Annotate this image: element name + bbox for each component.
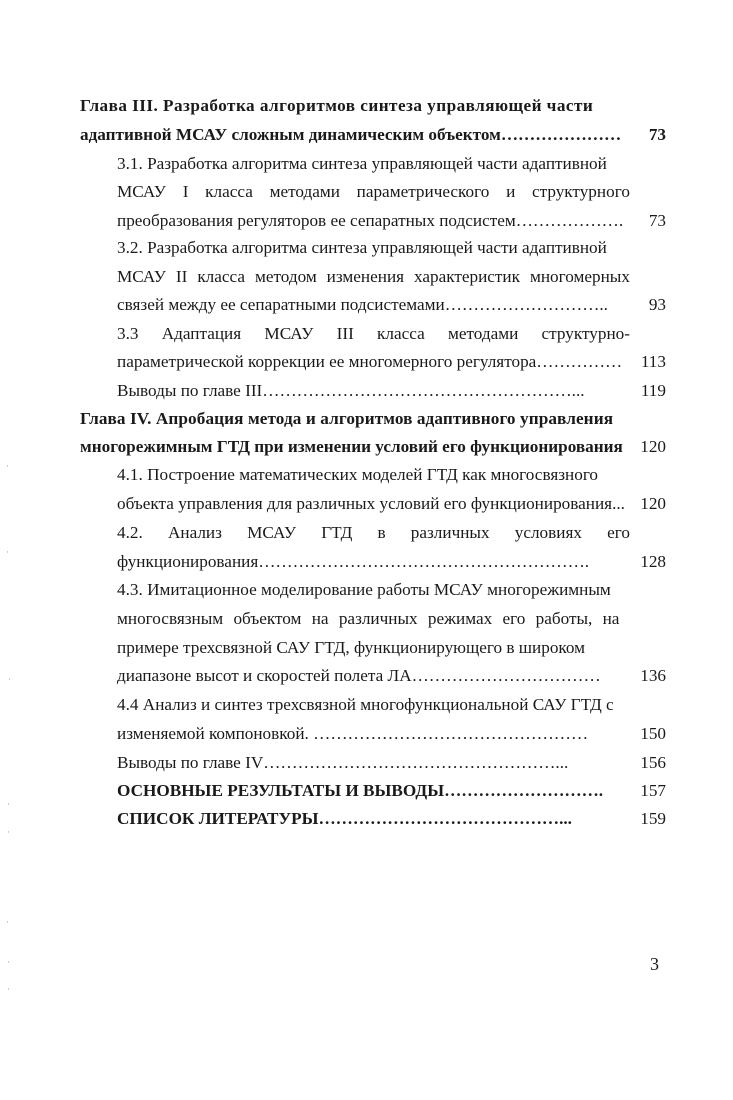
toc-word: различных [410, 523, 490, 542]
scan-speck: · [8, 674, 11, 684]
toc-word: класса [205, 182, 253, 201]
toc-word: 4.2. [117, 523, 143, 542]
toc-word: условиях [514, 523, 582, 542]
toc-line-justified [117, 322, 630, 346]
toc-page-number: 113 [640, 352, 666, 371]
scan-speck: · [6, 461, 9, 471]
toc-line-text: СПИСОК ЛИТЕРАТУРЫ……………………………………... [117, 809, 572, 828]
toc-line-text: Выводы по главе IV……………………………………………... [117, 753, 569, 772]
toc-line-text: 3.2. Разработка алгоритма синтеза управляющей части адаптивной [117, 238, 607, 257]
toc-word: методом [254, 267, 317, 286]
toc-page-number: 73 [648, 211, 666, 230]
toc-line-text: Глава III. Разработка алгоритмов синтеза управляющей части [80, 96, 594, 115]
scan-speck: · [7, 827, 10, 837]
toc-line-text: объекта управления для различных условий его функционирования... [117, 494, 625, 513]
toc-line-text: изменяемой компоновкой. ………………………………………… [117, 724, 589, 743]
toc-word: в [377, 523, 386, 542]
toc-page-number: 73 [648, 125, 666, 144]
toc-line-justified [117, 180, 630, 204]
toc-page-number: 128 [640, 552, 666, 571]
toc-word: многомерных [529, 267, 630, 286]
toc-line-justified [117, 521, 630, 545]
toc-line-text: 3.1. Разработка алгоритма синтеза управляющей части адаптивной [117, 154, 607, 173]
toc-line-text: 4.4 Анализ и синтез трехсвязной многофункциональной САУ ГТД с [117, 695, 614, 714]
toc-word: характеристик [414, 267, 520, 286]
toc-word: методами [269, 182, 340, 201]
toc-word: МСАУ [117, 182, 166, 201]
toc-word: методами [447, 324, 519, 343]
toc-line-text: примере трехсвязной САУ ГТД, функционирующего в широком [117, 638, 586, 657]
toc-page-number: 120 [640, 494, 666, 513]
toc-word: его [607, 523, 630, 542]
toc-page-number: 159 [640, 809, 666, 828]
scan-speck: · [7, 799, 10, 809]
toc-word: МСАУ [247, 523, 297, 542]
toc-line-text: связей между ее сепаратными подсистемами……………………….. [117, 295, 608, 314]
toc-line-text: 4.3. Имитационное моделирование работы МСАУ многорежимным [117, 580, 611, 599]
scan-speck: · [7, 957, 10, 967]
toc-line-text: параметрической коррекции ее многомерного регулятора…………… [117, 352, 623, 371]
toc-line-text: многосвязным объектом на различных режимах его работы, на [117, 609, 620, 628]
toc-page-number: 93 [648, 295, 666, 314]
toc-word: структурного [532, 182, 630, 201]
toc-line-text: ОСНОВНЫЕ РЕЗУЛЬТАТЫ И ВЫВОДЫ………………………. [117, 781, 604, 800]
toc-word: параметрического [356, 182, 490, 201]
toc-line-text: преобразования регуляторов ее сепаратных подсистем………………. [117, 211, 624, 230]
toc-line-text: Выводы по главе III………………………………………………... [117, 381, 585, 400]
toc-line-text: адаптивной МСАУ сложным динамическим объектом………………… [80, 125, 622, 144]
toc-line-text: многорежимным ГТД при изменении условий его функционирования [80, 437, 623, 456]
toc-word: III [336, 324, 354, 343]
toc-word: II [175, 267, 188, 286]
scan-speck: · [6, 917, 9, 927]
toc-word: изменения [326, 267, 405, 286]
page-number: 3 [650, 954, 659, 974]
toc-page-number: 157 [640, 781, 666, 800]
toc-word: МСАУ [264, 324, 314, 343]
toc-line-text: 4.1. Построение математических моделей ГТД как многосвязного [117, 465, 599, 484]
scan-speck: · [6, 547, 9, 557]
toc-word: ГТД [321, 523, 353, 542]
toc-word: Анализ [167, 523, 222, 542]
toc-page-number: 136 [640, 666, 666, 685]
toc-page-number: 120 [640, 437, 666, 456]
toc-word: МСАУ [117, 267, 166, 286]
toc-line-text: функционирования…………………………………………………. [117, 552, 590, 571]
toc-page-number: 119 [640, 381, 666, 400]
toc-page-number: 156 [640, 753, 666, 772]
toc-line-text: Глава IV. Апробация метода и алгоритмов адаптивного управления [80, 409, 614, 428]
toc-word: I [182, 182, 189, 201]
toc-word: структурно- [541, 324, 630, 343]
toc-word: 3.3 [117, 324, 139, 343]
toc-word: и [506, 182, 516, 201]
toc-word: Адаптация [161, 324, 242, 343]
toc-line-text: диапазоне высот и скоростей полета ЛА…………………………… [117, 666, 601, 685]
toc-word: класса [197, 267, 245, 286]
toc-word: класса [377, 324, 425, 343]
scan-speck: · [7, 984, 10, 994]
toc-line-justified [117, 265, 630, 289]
toc-page-number: 150 [640, 724, 666, 743]
